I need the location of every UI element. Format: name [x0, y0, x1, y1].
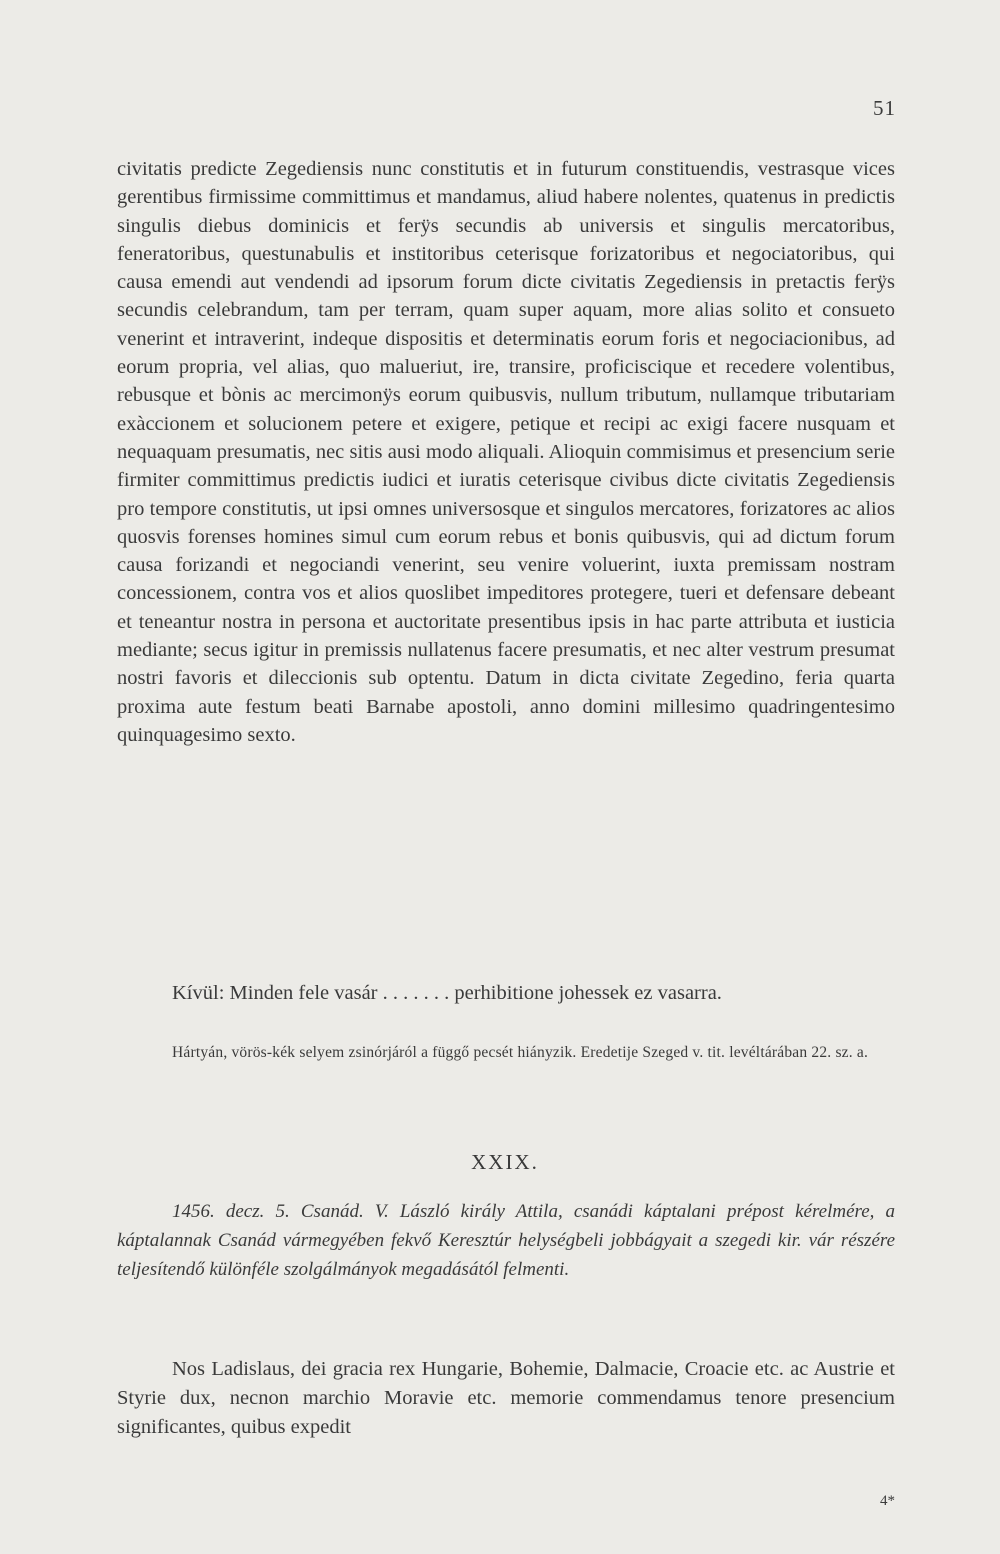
source-note: Hártyán, vörös-kék selyem zsinórjáról a függő pecsét hiányzik. Eredetije Szeged v. tit. levéltárában 22. sz. a. — [172, 1044, 869, 1061]
page-number: 51 — [873, 96, 896, 120]
document-number: XXIX. — [471, 1150, 539, 1174]
document-opening-text: Nos Ladislaus, dei gracia rex Hungarie, Bohemie, Dalmacie, Croacie etc. ac Austrie et Styrie dux, necnon marchio Moravie etc. memorie commendamus tenore presencium significantes, quibus expedit — [117, 1358, 895, 1438]
document-regest: 1456. decz. 5. Csanád. V. László király Attila, csanádi káptalani prépost kérelmére, a káptalannak Csanád vármegyében fekvő Keresztúr helységbeli jobbágyait a szegedi kir. vár részére teljesítendő különféle szolgálmányok megadásától felmenti. — [117, 1201, 895, 1280]
charter-continuation-text: civitatis predicte Zegediensis nunc constitutis et in futurum constituendis, vestrasque vices gerentibus firmissime committimus et mandamus, aliud habere nolentes, quatenus in predictis singulis diebus dominicis et ferÿs secundis ab universis et singulis mercatoribus, feneratoribus, questunabulis et institoribus ceterisque forizatoribus et negociatoribus, qui causa emendi aut vendendi ad ipsorum forum dicte civitatis Zegediensis in pretactis ferÿs secundis celebrandum, tam per terram, quam super aquam, more alias solito et consueto venerint et intraverint, indeque dispositis et determinatis eorum foris et negociacionibus, ad eorum propria, vel alias, quo malueriut, ire, transire, proficiscique et recedere volentibus, rebusque et bònis ac mercimonÿs eorum quibusvis, nullum tributum, nullamque tributariam exàccionem et solucionem petere et exigere, petique et recipi ac exigi facere nusquam et nequaquam presumatis, nec sitis ausi modo aliquali. Alioquin commisimus et presencium serie firmiter committimus predictis iudici et iuratis ceterisque civibus dicte civitatis Zegediensis pro tempore constitutis, ut ipsi omnes universosque et singulos mercatores, forizatores ac alios quosvis forenses homines simul cum eorum rebus et bonis quibusvis, qui ad dictum forum causa forizandi et negociandi venerint, seu venire voluerint, iuxta premissam nostram concessionem, contra vos et alios quoslibet impeditores protegere, tueri et defensare debeant et teneantur nostra in persona et auctoritate presentibus ipsis in hac parte attributa et iusticia mediante; secus igitur in premissis nullatenus facere presumatis, et nec alter vestrum presumat nostri favoris et dileccionis sub optentu. Datum in dicta civitate Zegedino, feria quarta proxima aute festum beati Barnabe apostoli, anno domini millesimo quadringentesimo quinquagesimo sexto. — [117, 158, 895, 746]
outer-note: Kívül: Minden fele vasár . . . . . . . perhibitione johessek ez vasarra. — [172, 982, 722, 1004]
signature-mark: 4* — [880, 1493, 895, 1509]
